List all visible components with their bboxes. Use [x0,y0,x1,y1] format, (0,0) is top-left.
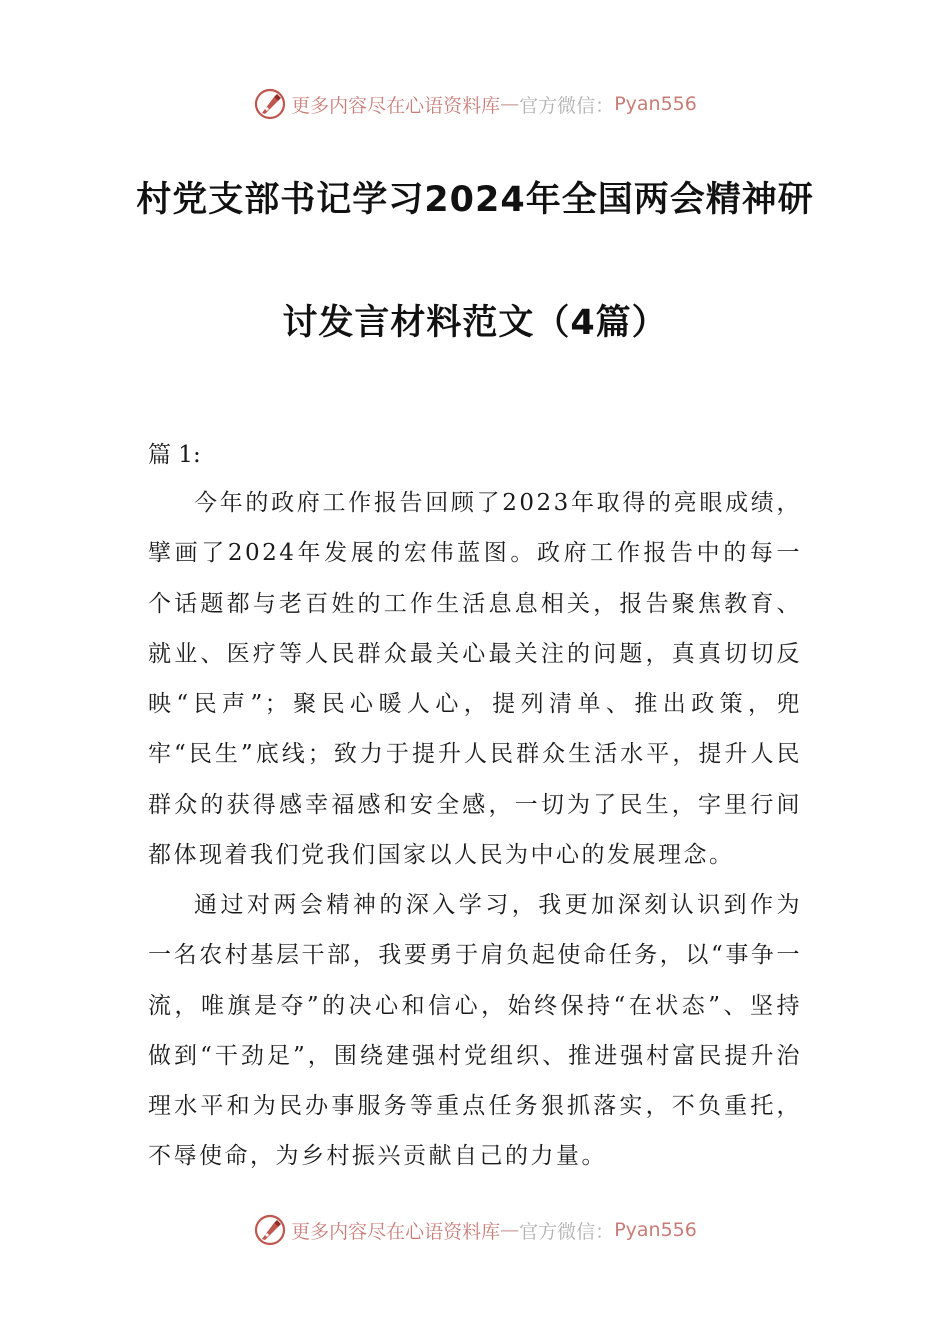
body-paragraph-1: 今年的政府工作报告回顾了2023年取得的亮眼成绩，擘画了2024年发展的宏伟蓝图。政府工作报告中的每一个话题都与老百姓的工作生活息息相关，报告聚焦教育、就业、医疗等人民群众最关心最关注的问题，真真切切反映“民声”；聚民心暖人心，提列清单、推出政策，兜牢“民生”底线；致力于提升人民群众生活水平，提升人民群众的获得感幸福感和安全感，一切为了民生，字里行间都体现着我们党我们国家以人民为中心的发展理念。 [148,490,802,869]
footer-watermark [0,1210,950,1250]
pen-nib-logo-icon [253,1213,287,1247]
watermark-separator: — [500,1219,520,1241]
section-label: 篇 1: [148,442,201,468]
watermark-wechat-id: Pyan556 [614,1219,697,1241]
body-paragraph-2: 通过对两会精神的深入学习，我更加深刻认识到作为一名农村基层干部，我要勇于肩负起使命任务，以“事争一流，唯旗是夺”的决心和信心，始终保持“在状态”、坚持做到“干劲足”，围绕建强村党组织、推进强村富民提升治理水平和为民办事服务等重点任务狠抓落实，不负重托，不辱使命，为乡村振兴贡献自己的力量。 [148,892,802,1170]
document-title-line-1: 村党支部书记学习2024年全国两会精神研 [136,180,814,220]
watermark-wechat-id: Pyan556 [614,93,697,115]
watermark-official-label: 官方微信： [519,94,615,117]
watermark-official-label: 官方微信： [519,1220,615,1243]
pen-nib-logo-icon [253,87,287,121]
watermark-brand-text: 更多内容尽在心语资料库 [291,1220,501,1243]
watermark-brand-text: 更多内容尽在心语资料库 [291,94,501,117]
header-watermark [0,84,950,124]
document-title-line-2: 讨发言材料范文（4篇） [282,303,668,343]
watermark-separator: — [500,93,520,115]
